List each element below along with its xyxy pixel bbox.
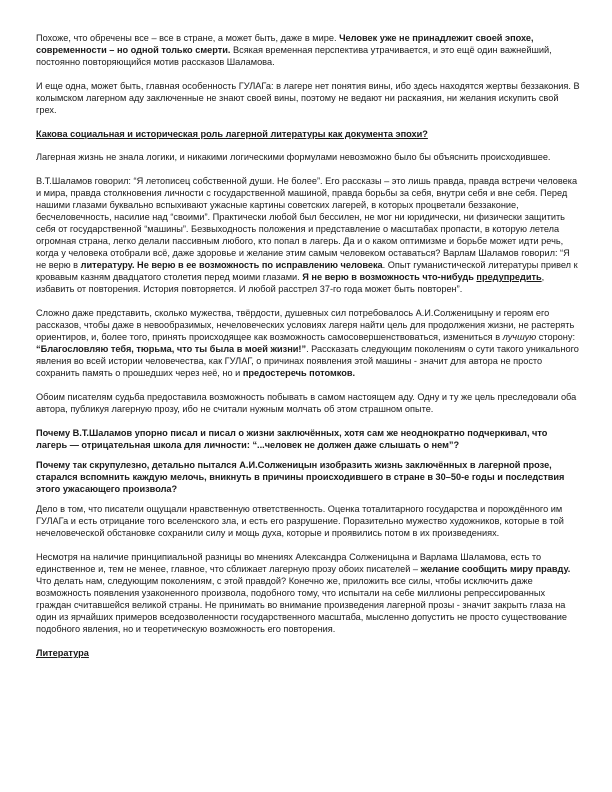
text: Всякая временная перспектива утрачивается, и это ещё один важнейший, постоянно повторяющийся мотив рассказов Шаламова. bbox=[36, 45, 552, 67]
emphasis: литературу. Не верю в ее возможность по исправлению человека bbox=[80, 260, 383, 270]
text: . Опыт гуманистической литературы привел к кровавым казням двадцатого столетия перед моими глазами. bbox=[36, 260, 578, 282]
emphasis: предостеречь потомков. bbox=[242, 368, 356, 378]
emphasis: Я не верю в возможность что-нибудь bbox=[302, 272, 477, 282]
paragraph-both-writers: Обоим писателям судьба предоставила возможность побывать в самом настоящем аду. Одну и ту же цель преследовали оба автора, публикуя лагерную прозу, ибо не считали нужным молчать об этом страшном опыте. bbox=[36, 392, 577, 414]
section-heading-role: Какова социальная и историческая роль лагерной литературы как документа эпохи? bbox=[36, 129, 428, 139]
text: Похоже, что обречены все – все в стране, а может быть, даже в мире. bbox=[36, 33, 340, 43]
paragraph-guilt: И еще одна, может быть, главная особенность ГУЛАГа: в лагере нет понятия вины, ибо здесь находятся жертвы беззакония. В колымском лагерном аду заключенные не знают своей вины, поэтому не ведают ни раскаяния, ни желания искупить свой грех. bbox=[36, 81, 580, 115]
emphasis: желание сообщить миру правду. bbox=[420, 564, 571, 574]
section-heading-literature: Литература bbox=[36, 648, 89, 658]
text: . Рассказать следующим поколениям о сути такого уникального явления во всей истории человечества, как ГУЛАГ, о причинах появления этой машины - значит для автора не просто сохранить память о прошедших через неё, но и bbox=[36, 344, 579, 378]
paragraph-responsibility: Дело в том, что писатели ощущали нравственную ответственность. Оценка тоталитарного государства и порождённого им ГУЛАГа и есть отрицание того вселенского зла, и есть его разрушение. Поразительно мужество художников, которые в той нечеловеческой обстановке сохранили силу и мощь духа, которые и проявились потом в их произведениях. bbox=[36, 504, 564, 538]
question-solzhenitsyn: Почему так скрупулезно, детально пытался А.И.Солженицын изобразить жизнь заключённых в лагерной прозе, старался вспомнить каждую мелочь, вникнуть в причины происходившего в стране в 30–50-е годы и последствия этого ужасающего произвола? bbox=[36, 460, 565, 494]
paragraph-doom bbox=[36, 32, 581, 68]
text: В.Т.Шаламов говорил: “Я летописец собственной души. Не более”. Его рассказы – это лишь правда, правда встречи человека и мира, правда столкновения личности с государственной машиной, правда борьбы за себя, внутри себя и вне себя. Перед нашими глазами буквально вспыхивают ужасные картины советских лагерей, в которых процветали беззаконие, бесчеловечность, насилие над “своими”. Практически любой был бессилен, не мог ни юридически, ни физически защитить себя от государственной “машины”. Безвыходность положения и представление о масштабах пропасти, в которую летела огромная страна, легко делали пассивным любого, кто попал в лагерь. Да и о каком оптимизме и борьбе может идти речь, когда у человека отобрали всё, даже здоровье и желание этим самым человеком оставаться? Варлам Шаламов говорил: “Я не верю в bbox=[36, 176, 578, 270]
emphasis-underlined: предупредить bbox=[476, 272, 542, 282]
italic-text: лучшую bbox=[502, 332, 537, 342]
question-shalamov: Почему В.Т.Шаламов упорно писал и писал о жизни заключённых, хотя сам же неоднократно подчеркивал, что лагерь — отрицательная школа для личности: “...человек не должен даже слышать о нем”? bbox=[36, 428, 548, 450]
emphasis-quote: “Благословляю тебя, тюрьма, что ты была в моей жизни!” bbox=[36, 344, 307, 354]
text: Несмотря на наличие принципиальной разницы во мнениях Александра Солженицына и Варлама Шаламова, есть то единственное и, тем не менее, главное, что сближает лагерную прозу обоих писателей – bbox=[36, 552, 542, 574]
text: Что делать нам, следующим поколениям, с этой правдой? Конечно же, приложить все силы, чтобы исключить даже возможность появления узаконенного произвола, подобного тому, что испытали на себе миллионы репрессированных граждан считавшейся великой страны. Не принимать во внимание произведения лагерной прозы - значит закрыть глаза на один из ярчайших примеров вседозволенности государственного масштаба, мысленно допустить не просто существование подобного явления, но и теоретическую возможность его повторения. bbox=[36, 576, 568, 634]
paragraph-conclusion bbox=[36, 551, 581, 635]
emphasis: Человек уже не принадлежит своей эпохе, современности – но одной только смерти. bbox=[36, 33, 534, 55]
text: , избавить от повторения. История повторяется. И любой расстрел 37-го года может быть повторен”. bbox=[36, 272, 545, 294]
text: Сложно даже представить, сколько мужества, твёрдости, душевных сил потребовалось А.И.Солженицыну и героям его рассказов, чтобы даже в невообразимых, нечеловеческих условиях лагеря найти цель для продолжения жизни, не растерять ориентиров, и, более того, принять происходящее как возможность самосовершенствоваться, измениться в bbox=[36, 308, 575, 342]
paragraph-logic: Лагерная жизнь не знала логики, и никакими логическими формулами невозможно было бы объяснить происходившее. bbox=[36, 152, 551, 162]
paragraph-shalamov bbox=[36, 175, 581, 295]
text: сторону: bbox=[536, 332, 576, 342]
document-page bbox=[36, 32, 581, 670]
paragraph-solzhenitsyn bbox=[36, 307, 581, 379]
